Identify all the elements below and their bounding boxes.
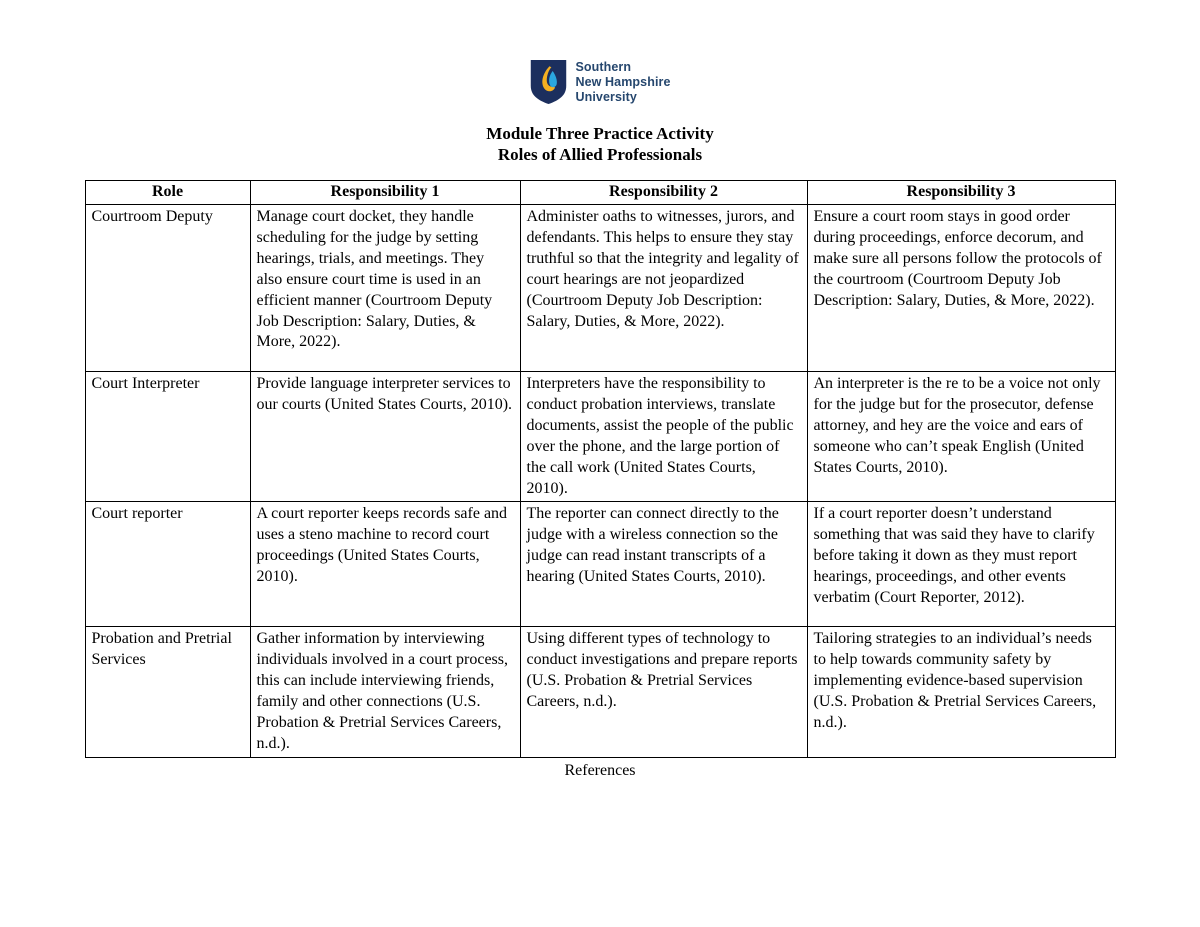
snhu-shield-flame-icon: [529, 59, 568, 105]
cell-responsibility-2: Interpreters have the responsibility to conduct probation interviews, translate documents, assist the people of the public over the phone, and the large portion of the call work (United States Courts, 2010).: [520, 372, 807, 502]
cell-responsibility-3: If a court reporter doesn’t understand something that was said they have to clarify before taking it down as they must report hearings, proceedings, and other events verbatim (Court Reporter, 2012).: [807, 502, 1115, 627]
page-title-line1: Module Three Practice Activity: [486, 124, 714, 143]
cell-responsibility-2: Using different types of technology to conduct investigations and prepare reports (U.S. Probation & Pretrial Services Careers, n.d.).: [520, 627, 807, 757]
logo-wordmark: [575, 60, 670, 105]
cell-responsibility-1: Manage court docket, they handle scheduling for the judge by setting hearings, trials, and meetings. They also ensure court time is used in an efficient manner (Courtroom Deputy Job Description: Salary, Duties, & More, 2022).: [250, 205, 520, 372]
cell-responsibility-2: The reporter can connect directly to the judge with a wireless connection so the judge can read instant transcripts of a hearing (United States Courts, 2010).: [520, 502, 807, 627]
logo: [0, 0, 1200, 105]
page-title-line2: Roles of Allied Professionals: [497, 145, 703, 164]
logo-wordmark-line1: Southern: [575, 59, 632, 74]
cell-responsibility-3: Ensure a court room stays in good order during proceedings, enforce decorum, and make sure all persons follow the protocols of the courtroom (Courtroom Deputy Job Description: Salary, Duties, & More, 2022).: [807, 205, 1115, 372]
cell-responsibility-3: Tailoring strategies to an individual’s needs to help towards community safety by implementing evidence-based supervision (U.S. Probation & Pretrial Services Careers, n.d.).: [807, 627, 1115, 757]
table-row: [85, 502, 1115, 627]
table-row: [85, 627, 1115, 757]
table-row: [85, 205, 1115, 372]
cell-role: Probation and Pretrial Services: [85, 627, 250, 757]
logo-wordmark-line2: New Hampshire: [575, 74, 671, 89]
roles-table: [85, 180, 1116, 758]
header-responsibility-1: Responsibility 1: [250, 181, 520, 205]
header-responsibility-2: Responsibility 2: [520, 181, 807, 205]
references-label: References: [564, 761, 636, 779]
header-role: Role: [85, 181, 250, 205]
table-row: [85, 372, 1115, 502]
cell-responsibility-1: A court reporter keeps records safe and uses a steno machine to record court proceedings (United States Courts, 2010).: [250, 502, 520, 627]
cell-responsibility-1: Gather information by interviewing individuals involved in a court process, this can include interviewing friends, family and other connections (U.S. Probation & Pretrial Services Careers, n.d.).: [250, 627, 520, 757]
cell-role: Court Interpreter: [85, 372, 250, 502]
cell-responsibility-1: Provide language interpreter services to our courts (United States Courts, 2010).: [250, 372, 520, 502]
table-header-row: [85, 181, 1115, 205]
cell-role: Courtroom Deputy: [85, 205, 250, 372]
cell-role: Court reporter: [85, 502, 250, 627]
logo-wordmark-line3: University: [575, 89, 637, 104]
cell-responsibility-2: Administer oaths to witnesses, jurors, and defendants. This helps to ensure they stay truthful so that the integrity and legality of court hearings are not jeopardized (Courtroom Deputy Job Description: Salary, Duties, & More, 2022).: [520, 205, 807, 372]
cell-responsibility-3: An interpreter is the re to be a voice not only for the judge but for the prosecutor, defense attorney, and hey are the voice and ears of someone who can’t speak English (United States Courts, 2010).: [807, 372, 1115, 502]
header-responsibility-3: Responsibility 3: [807, 181, 1115, 205]
page-title: [0, 123, 1200, 165]
